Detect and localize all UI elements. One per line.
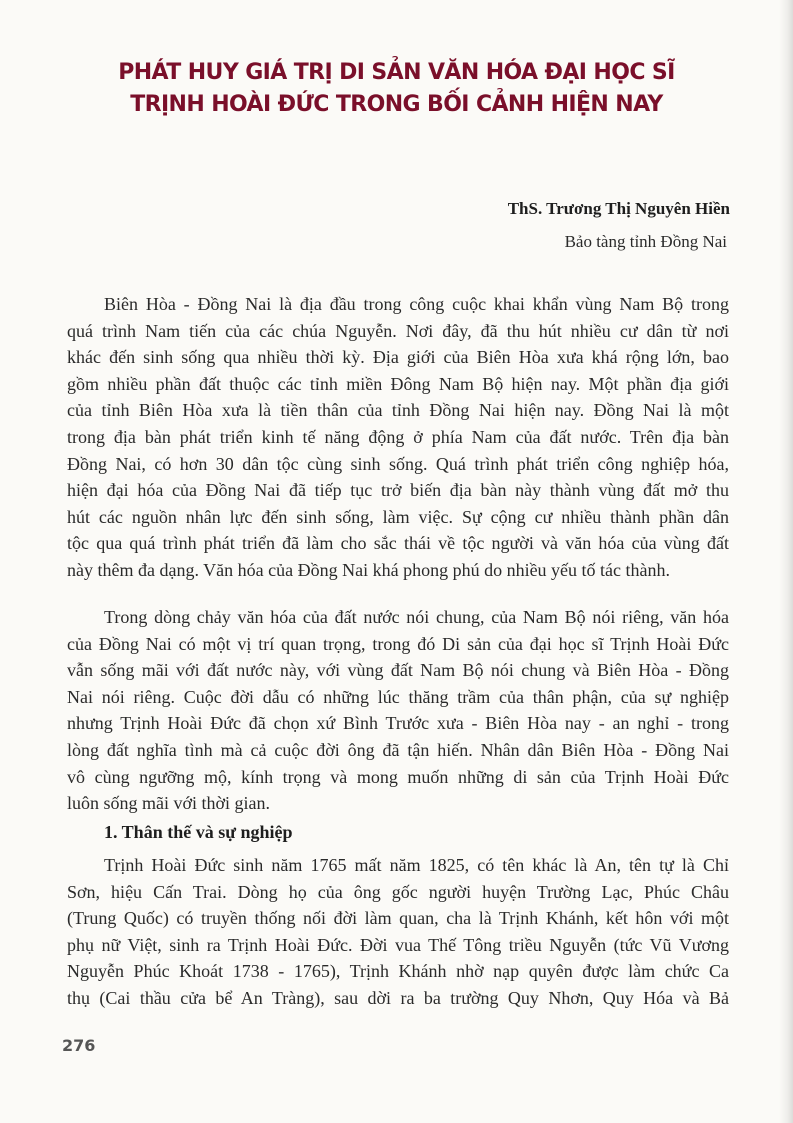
text-line: (Trung Quốc) có truyền thống nối đời làm quan, cha là Trịnh Khánh, kết hôn với một xyxy=(67,908,729,928)
text-line: này thêm đa dạng. Văn hóa của Đồng Nai khá phong phú do nhiều yếu tố tác thành. xyxy=(67,560,671,580)
text-line: tộc qua quá trình phát triển đã làm cho sắc thái về tộc người và văn hóa của vùng đất xyxy=(67,533,729,553)
text-line: Đồng Nai, có hơn 30 dân tộc cùng sinh sống. Quá trình phát triển công nghiệp hóa, xyxy=(67,454,729,474)
text-line: Sơn, hiệu Cấn Trai. Dòng họ của ông gốc người huyện Trường Lạc, Phúc Châu xyxy=(67,882,729,902)
text-line: Nai nói riêng. Cuộc đời dẫu có những lúc thăng trầm của thân phận, của sự nghiệp xyxy=(67,687,729,707)
article-title-line-2: TRỊNH HOÀI ĐỨC TRONG BỐI CẢNH HIỆN NAY xyxy=(130,92,663,117)
author-name: ThS. Trương Thị Nguyên Hiền xyxy=(507,199,730,218)
text-line: nhưng Trịnh Hoài Đức đã chọn xứ Bình Trước xưa - Biên Hòa nay - an nghỉ - trong xyxy=(67,713,729,733)
text-line: vô cùng ngưỡng mộ, kính trọng và mong muốn những di sản của Trịnh Hoài Đức xyxy=(67,767,729,787)
text-line: Nguyễn Phúc Khoát 1738 - 1765), Trịnh Khánh nhờ nạp quyên được làm chức Ca xyxy=(67,961,729,981)
text-line: khác đến sinh sống qua nhiều thời kỳ. Địa giới của Biên Hòa xưa khá rộng lớn, bao xyxy=(67,347,729,367)
text-line: hiện đại hóa của Đồng Nai đã tiếp tục trở biến địa bàn này thành vùng đất mở thu xyxy=(67,480,729,500)
section-heading: 1. Thân thế và sự nghiệp xyxy=(104,822,293,842)
text-line: Trong dòng chảy văn hóa của đất nước nói chung, của Nam Bộ nói riêng, văn hóa xyxy=(104,607,729,627)
text-line: lòng đất nghĩa tình mà cả cuộc đời ông đã tận hiến. Nhân dân Biên Hòa - Đồng Nai xyxy=(67,740,729,760)
text-line: luôn sống mãi với thời gian. xyxy=(67,793,271,813)
text-line: gồm nhiều phần đất thuộc các tỉnh miền Đông Nam Bộ hiện nay. Một phần địa giới xyxy=(67,374,729,394)
text-line: vẫn sống mãi với đất nước này, với vùng đất Nam Bộ nói chung và Biên Hòa - Đồng xyxy=(67,660,729,680)
page-edge-shadow xyxy=(779,0,793,1123)
text-line: của Đồng Nai có một vị trí quan trọng, trong đó Di sản của đại học sĩ Trịnh Hoài Đức xyxy=(67,634,729,654)
text-line: hút các nguồn nhân lực đến sinh sống, làm việc. Sự cộng cư nhiều thành phần dân xyxy=(67,507,729,527)
page-number: 276 xyxy=(62,1036,96,1055)
text-line: Trịnh Hoài Đức sinh năm 1765 mất năm 1825, có tên khác là An, tên tự là Chỉ xyxy=(104,855,729,875)
text-line: quá trình Nam tiến của các chúa Nguyễn. Nơi đây, đã thu hút nhiều cư dân từ nơi xyxy=(67,321,729,341)
text-line: của tỉnh Biên Hòa xưa là tiền thân của tỉnh Đồng Nai hiện nay. Đồng Nai là một xyxy=(67,400,729,420)
author-affiliation: Bảo tàng tỉnh Đồng Nai xyxy=(564,232,727,251)
text-line: thụ (Cai thầu cửa bể An Tràng), sau dời ra ba trường Quy Nhơn, Quy Hóa và Bả xyxy=(67,988,729,1008)
text-line: Biên Hòa - Đồng Nai là địa đầu trong công cuộc khai khẩn vùng Nam Bộ trong xyxy=(104,294,729,314)
text-line: trong địa bàn phát triển kinh tế năng động ở phía Nam của đất nước. Trên địa bàn xyxy=(67,427,729,447)
text-line: phụ nữ Việt, sinh ra Trịnh Hoài Đức. Đời vua Thế Tông triều Nguyễn (tức Vũ Vương xyxy=(67,935,729,955)
article-title-line-1: PHÁT HUY GIÁ TRỊ DI SẢN VĂN HÓA ĐẠI HỌC SĨ xyxy=(118,60,675,85)
